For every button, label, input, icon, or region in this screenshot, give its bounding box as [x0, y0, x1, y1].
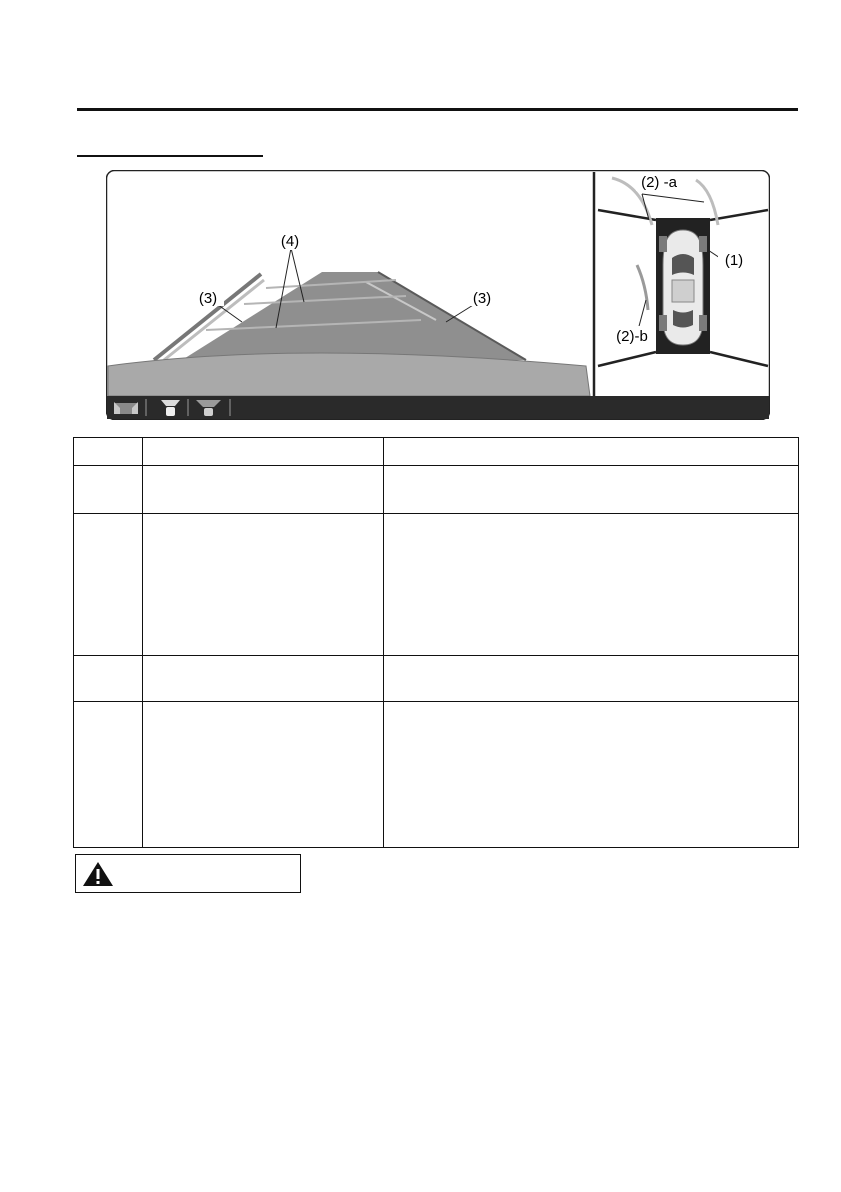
- callout-2a: (2) -a: [641, 174, 677, 191]
- vehicle-windshield: [672, 254, 694, 275]
- callout-3-left: (3): [198, 290, 218, 307]
- table-cell: [384, 514, 799, 656]
- table-cell: [143, 656, 384, 702]
- side-view-icon[interactable]: [114, 402, 138, 414]
- camera-view-figure: [106, 170, 770, 420]
- table-row: [74, 514, 799, 656]
- table-cell: [143, 466, 384, 514]
- table-cell: [143, 514, 384, 656]
- table-header-cell: [74, 438, 143, 466]
- callout-3-right: (3): [472, 290, 492, 307]
- sensor-fl: [659, 236, 667, 252]
- sensor-rr: [699, 315, 707, 331]
- vehicle-rear-window: [673, 310, 693, 328]
- warning-triangle-icon: [82, 861, 114, 887]
- spec-table: [73, 437, 799, 848]
- sensor-rl: [659, 315, 667, 331]
- table-cell: [384, 466, 799, 514]
- camera-view-svg: [106, 170, 770, 420]
- table-cell: [74, 656, 143, 702]
- table-row: [74, 656, 799, 702]
- section-top-rule: [77, 108, 798, 111]
- table-cell: [384, 702, 799, 848]
- table-cell: [143, 702, 384, 848]
- table-cell: [384, 656, 799, 702]
- table-header-cell: [384, 438, 799, 466]
- callout-4: (4): [280, 233, 300, 250]
- table-header-row: [74, 438, 799, 466]
- table-row: [74, 702, 799, 848]
- callout-1: (1): [724, 252, 744, 269]
- table-cell: [74, 702, 143, 848]
- table-cell: [74, 466, 143, 514]
- table-cell: [74, 514, 143, 656]
- sensor-fr: [699, 236, 707, 252]
- table-row: [74, 466, 799, 514]
- vehicle-roof: [672, 280, 694, 302]
- section-heading-underline: [77, 155, 263, 157]
- warning-box: [75, 854, 301, 893]
- callout-2b: (2)-b: [616, 328, 648, 345]
- table-header-cell: [143, 438, 384, 466]
